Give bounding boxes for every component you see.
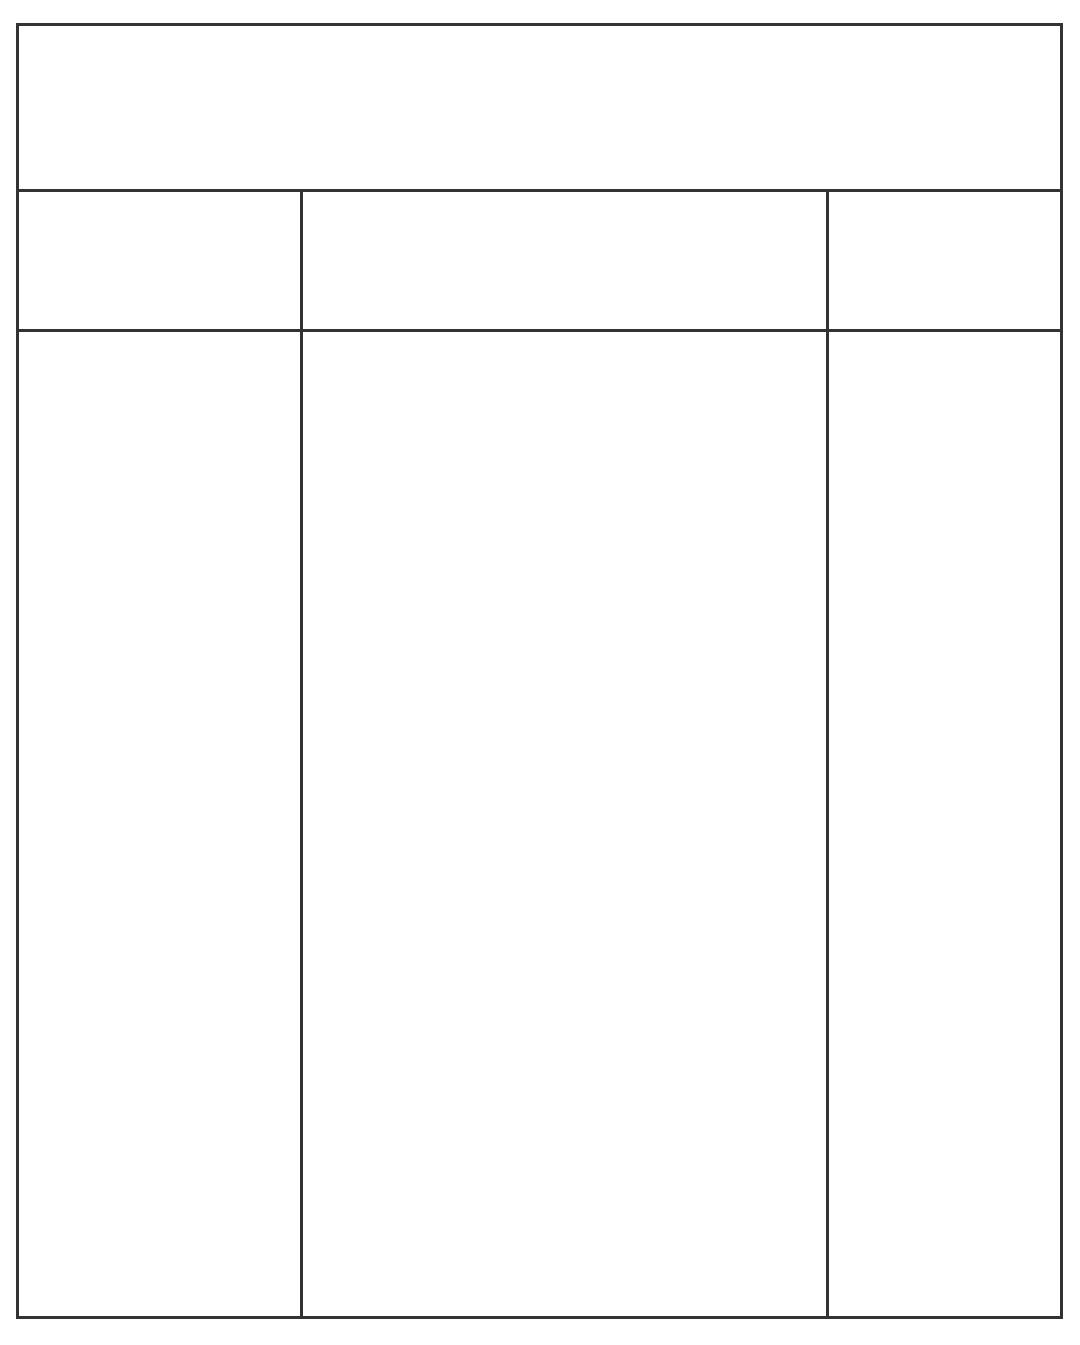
- header-materials: [303, 192, 826, 332]
- column-divider: [826, 192, 829, 1316]
- header-finish: [829, 192, 1060, 332]
- table-title: [19, 26, 1060, 192]
- column-divider: [300, 192, 303, 1316]
- benefits-table: [16, 23, 1063, 1319]
- header-type: [19, 192, 300, 332]
